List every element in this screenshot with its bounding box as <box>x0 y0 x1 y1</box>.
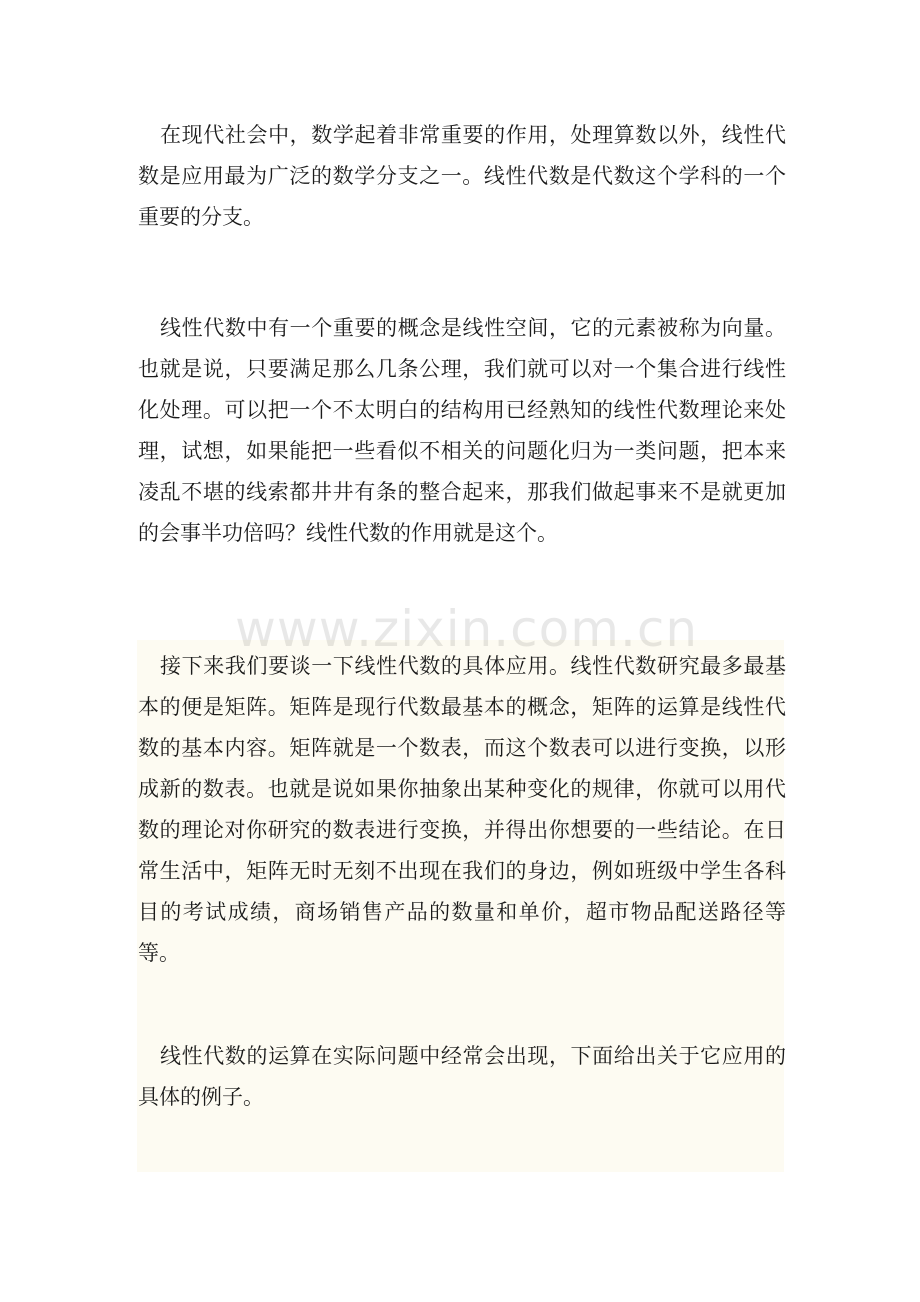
watermark: www.zixin.com.cn <box>235 600 699 658</box>
paragraph-linear-space: 线性代数中有一个重要的概念是线性空间，它的元素被称为向量。也就是说，只要满足那么几条公理，我们就可以对一个集合进行线性化处理。可以把一个不太明白的结构用已经熟知的线性代数理论来处理，试想，如果能把一些看似不相关的问题化归为一类问题，把本来凌乱不堪的线索都井井有条的整合起来，那我们做起事来不是就更加的会事半功倍吗？线性代数的作用就是这个。 <box>138 316 786 545</box>
paragraph-example-intro: 线性代数的运算在实际问题中经常会出现，下面给出关于它应用的具体的例子。 <box>138 1044 786 1109</box>
paragraph-matrix-application: 接下来我们要谈一下线性代数的具体应用。线性代数研究最多最基本的便是矩阵。矩阵是现行代数最基本的概念，矩阵的运算是线性代数的基本内容。矩阵就是一个数表，而这个数表可以进行变换，以形成新的数表。也就是说如果你抽象出某种变化的规律，你就可以用代数的理论对你研究的数表进行变换，并得出你想要的一些结论。在日常生活中，矩阵无时无刻不出现在我们的身边，例如班级中学生各科目的考试成绩，商场销售产品的数量和单价，超市物品配送路径等等。 <box>138 654 786 965</box>
paragraph-intro: 在现代社会中，数学起着非常重要的作用，处理算数以外，线性代数是应用最为广泛的数学分支之一。线性代数是代数这个学科的一个重要的分支。 <box>138 123 786 229</box>
